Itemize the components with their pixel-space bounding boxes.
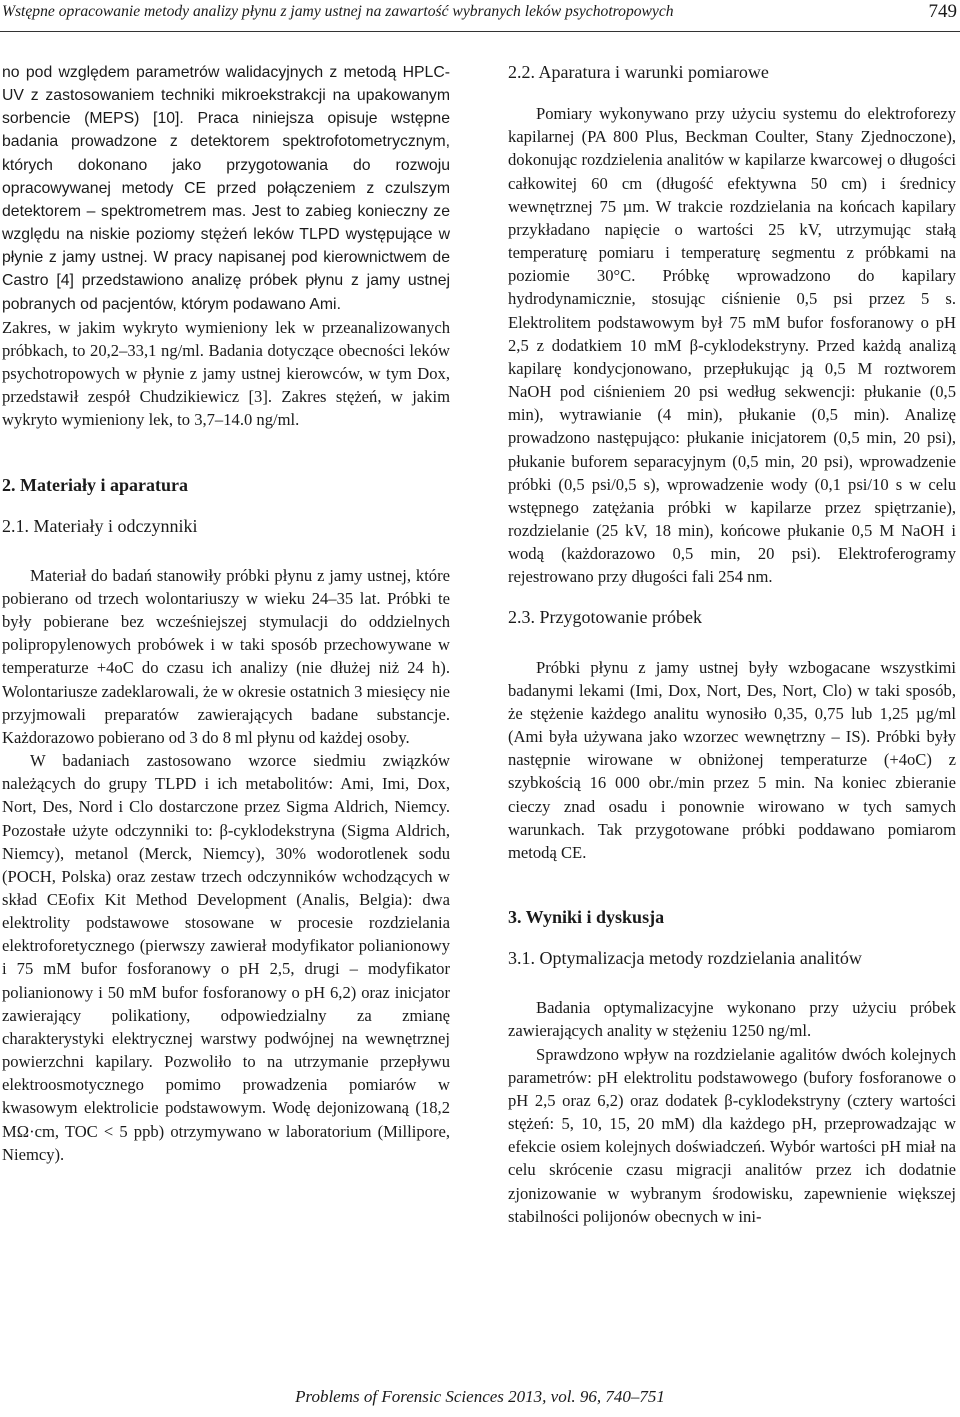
subsection-heading-optimization: 3.1. Optymalizacja metody rozdzielania analitów [508, 948, 862, 969]
subsection-heading-sample-prep: 2.3. Przygotowanie próbek [508, 607, 702, 628]
paragraph-reagents: W badaniach zastosowano wzorce siedmiu związków należących do grupy TLPD i ich metabolitów: Ami, Imi, Dox, Nort, Des, Nord i Clo dostarczone przez Sigma Aldrich, Niemcy. Pozostałe użyte odczynniki to: β-cyklodekstryna (Sigma Aldrich, Niemcy), metanol (Merck, Niemcy), 30% wodorotlenek sodu (POCH, Polska) oraz zestaw trzech odczynników wchodzących w skład CEofix Kit Method Development (Analis, Belgia): dwa elektrolity podstawowe stosowane w procesie rozdzielania elektroforetycznego (pierwszy zawierał modyfikator polianionowy i 75 mM bufor fosforanowy o pH 2,5, drugi – modyfikator polianionowy i 50 mM bufor fosforanowy o pH 6,2) oraz inicjator zawierający polikationy, odpowiedzialny za zmianę charakterystyki elektrycznej warstwy podwójnej na wewnętrznej powierzchni kapilary. Pozwoliło to na utrzymanie przepływu elektroosmotycznego pomimo prowadzenia pomiarów w kwasowym elektrolicie podstawowym. Wodę dejonizowaną (18,2 MΩ·cm, TOC < 5 ppb) otrzymywano w laboratorium (Millipore, Niemcy). [2, 751, 450, 1164]
paragraph-sample-prep: Próbki płynu z jamy ustnej były wzbogacane wszystkimi badanymi lekami (Imi, Dox, Nort, Des, Nort, Clo) w taki sposób, że stężenie każdego analitu wynosiło 0,35, 0,75 lub 1,25 µg/ml (Ami była używana jako wzorzec wewnętrzny – IS). Próbki były następnie wirowane w obniżonej temperaturze (+4oC) z szybkością 16 000 obr./min przez 5 min. Na koniec zbieranie cieczy znad osadu i ponownie wirowano w tych samych warunkach. Tak przygotowane próbki poddawano pomiarom metodą CE. [508, 657, 956, 862]
paragraph-optimization-intro: Badania optymalizacyjne wykonano przy użyciu próbek zawierających anality w stężeniu 1250 ng/ml. [508, 998, 956, 1041]
subsection-heading-reagents: 2.1. Materiały i odczynniki [2, 515, 198, 536]
page-number: 749 [928, 1, 957, 22]
paragraph-intro-serif: Zakres, w jakim wykryto wymieniony lek w przeanalizowanych próbkach, to 20,2–33,1 ng/ml. Badania dotyczące obecności leków psychotropowych w płynie z jamy ustnej kierowców, w tym Dox, przedstawił zespół Chudzikiewicz [3]. Zakres stężeń, w jakim wykryto wymieniony lek, to 3,7–14.0 ng/ml. [2, 317, 450, 430]
paragraph-intro-sans: no pod względem parametrów walidacyjnych z metodą HPLC-UV z zastosowaniem techniki mikroekstrakcji na upakowanym sorbencie (MEPS) [10]. Praca niniejsza opisuje wstępne badania prowadzone z detektorem spektrofotometrycznym, których dokonano jako przygotowania do rozwoju opracowywanej metody CE przed połączeniem z czulszym detektorem – spektrometrem mas. Jest to zabieg konieczny ze względu na niskie poziomy stężeń leków TLPD występujące w płynie z jamy ustnej. W pracy napisanej pod kierownictwem de Castro [4] przedstawiono analizę próbek płynu z jamy ustnej pobranych od pacjentów, którym podawano Ami. [2, 64, 450, 313]
paragraph-optimization-params: Sprawdzono wpływ na rozdzielanie agalitów dwóch kolejnych parametrów: pH elektrolitu podstawowego (bufory fosforanowe o pH 2,5 oraz 6,2) oraz dodatek β-cyklodekstryny (cztery wartości stężeń: 5, 10, 15, 20 mM) dla każdego pH, przeprowadzając w efekcie osiem kolejnych doświadczeń. Wybór wartości pH miał na celu skrócenie czasu migracji analitów przez ich dodatnie zjonizowanie w wybranym środowisku, zapewnienie większej stabilności polijonów obecnych w ini- [508, 1044, 956, 1226]
right-column [508, 61, 956, 1228]
subsection-heading-apparatus: 2.2. Aparatura i warunki pomiarowe [508, 62, 769, 82]
paragraph-material: Materiał do badań stanowiły próbki płynu z jamy ustnej, które pobierano od trzech wolontariuszy w wieku 24–35 lat. Próbki te były pobierane bez wcześniejszej stymulacji do oddzielnych polipropylenowych probówek i w taki sposób przechowywane w temperaturze +4oC do czasu ich analizy (nie dłużej niż 24 h). Wolontariusze zadeklarowali, że w okresie ostatnich 3 miesięcy nie przyjmowali preparatów zawierających badane substancje. Każdorazowo pobierano od 3 do 8 ml płynu od każdej osoby. [2, 565, 450, 747]
running-title: Wstępne opracowanie metody analizy płynu z jamy ustnej na zawartość wybranych leków psychotropowych [2, 3, 674, 20]
header-rule [0, 31, 960, 32]
footer-citation: Problems of Forensic Sciences 2013, vol. 96, 740–751 [295, 1387, 665, 1406]
left-column [2, 61, 450, 1166]
running-header [0, 0, 960, 34]
paragraph-apparatus: Pomiary wykonywano przy użyciu systemu do elektroforezy kapilarnej (PA 800 Plus, Beckman Coulter, Stany Zjednoczone), dokonując rozdzielenia analitów w kapilarze kwarcowej o długości całkowitej 60 cm (długość efektywna 50 cm) i średnicy wewnętrznej 75 µm. W trakcie rozdzielania na końcach kapilary przykładano napięcie o wartości 25 kV, utrzymując stałą temperaturę pomiaru i temperaturę segmentu z próbkami na poziomie 30°C. Próbkę wprowadzono do kapilary hydrodynamicznie, stosując ciśnienie 0,5 psi przez 5 s. Elektrolitem podstawowym był 75 mM bufor fosforanowy o pH 2,5 z dodatkiem 10 mM β-cyklodekstryny. Przed każdą analizą kapilarę kondycjonowano, przepłukując ją 0,5 M roztworem NaOH pod ciśnieniem 20 psi według sekwencji: płukanie (0,5 min), wytrawianie (4 min), płukanie (0,5 min). Analizę prowadzono następująco: płukanie inicjatorem (0,5 min, 20 psi), płukanie buforem separacyjnym (0,5 min, 20 psi), wprowadzenie próbki (0,5 psi/0,5 s), wprowadzenie wody (0,1 psi/10 s w celu wstępnego zatężania próbki w kapilarze przez spiętrzanie), rozdzielanie (25 kV, 18 min), końcowe płukanie 0,5 M NaOH i wodą (każdorazowo 0,5 min, 20 psi). Elektroferogramy rejestrowano przy długości fali 254 nm. [508, 104, 956, 587]
section-heading-materials: 2. Materiały i aparatura [2, 474, 188, 495]
section-heading-results: 3. Wyniki i dyskusja [508, 907, 665, 927]
